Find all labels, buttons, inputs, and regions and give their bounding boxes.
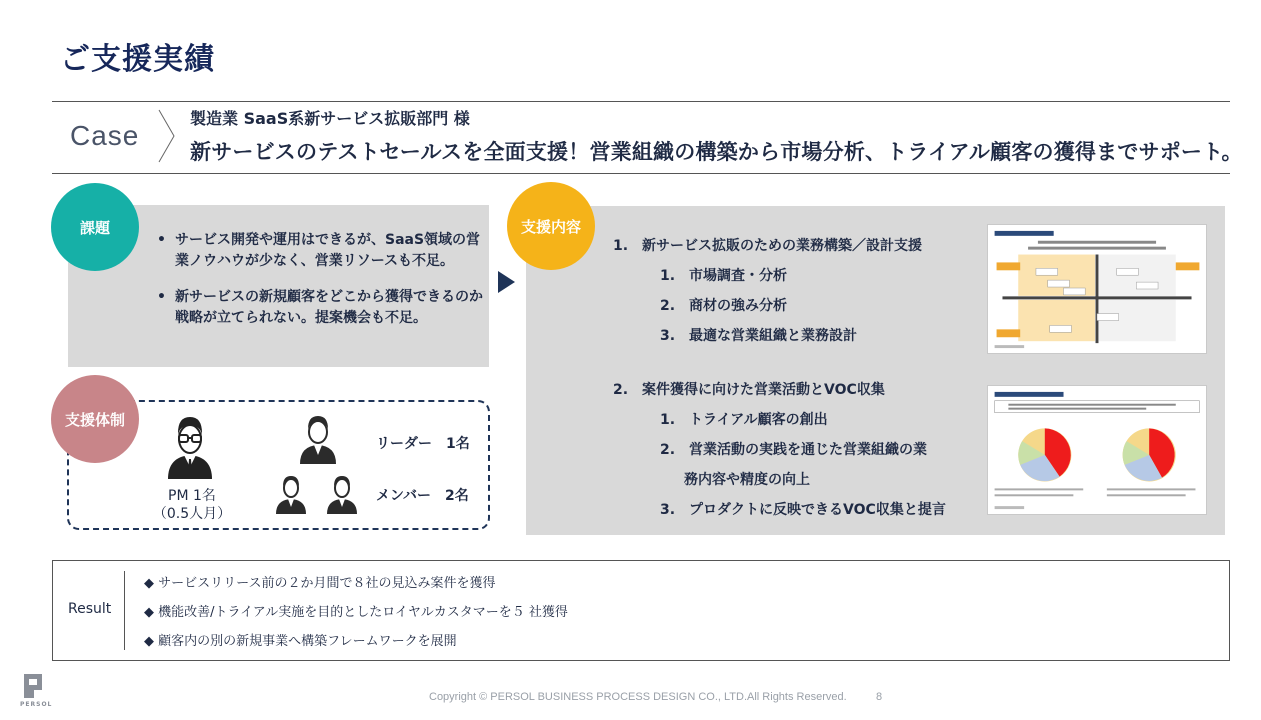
support-item: 1. トライアル顧客の創出 xyxy=(660,412,828,428)
pm-caption xyxy=(152,487,232,523)
support-section-heading: 1. 新サービス拡販のための業務構築／設計支援 xyxy=(613,238,923,254)
support-item: 3. 最適な営業組織と業務設計 xyxy=(660,328,858,344)
case-rule-top xyxy=(52,101,1230,102)
arrow-right-icon xyxy=(498,271,515,293)
member-label: メンバー 2名 xyxy=(376,488,469,504)
issue-item: • サービス開発や運用はできるが、SaaS領域の営業ノウハウが少なく、営業リソースも不足。 xyxy=(155,230,485,272)
issue-badge: 課題 xyxy=(51,183,139,271)
issue-item: • 新サービスの新規顧客をどこから獲得できるのか戦略が立てられない。提案機会も不足。 xyxy=(155,287,485,329)
leader-label: リーダー 1名 xyxy=(376,436,470,452)
result-item: ◆ サービスリリース前の２か月間で８社の見込み案件を獲得 xyxy=(144,576,496,591)
case-rule-bottom xyxy=(52,173,1230,174)
support-badge: 支援内容 xyxy=(507,182,595,270)
support-item: 1. 市場調査・分析 xyxy=(660,268,788,284)
pm-person-icon xyxy=(164,413,216,481)
support-item: 務内容や精度の向上 xyxy=(684,472,810,488)
support-item: 2. 商材の強み分析 xyxy=(660,298,788,314)
result-item: ◆ 顧客内の別の新規事業へ構築フレームワークを展開 xyxy=(144,634,457,649)
page-title: ご支援実績 xyxy=(60,42,215,77)
case-client: 製造業 SaaS系新サービス拡販部門 様 xyxy=(190,109,470,128)
pm-label: PM 1名 xyxy=(168,488,216,504)
persol-logo-icon xyxy=(22,672,46,700)
copyright: Copyright © PERSOL BUSINESS PROCESS DESIGN CO., LTD.All Rights Reserved. xyxy=(429,691,847,703)
support-item: 3. プロダクトに反映できるVOC収集と提言 xyxy=(660,502,946,518)
case-headline: 新サービスのテストセールスを全面支援！営業組織の構築から市場分析、トライアル顧客の獲得までサポート。 xyxy=(190,140,1243,164)
team-badge: 支援体制 xyxy=(51,375,139,463)
support-section-1 xyxy=(613,235,922,345)
support-section-heading: 2. 案件獲得に向けた営業活動とVOC収集 xyxy=(613,382,885,398)
chevron-right-icon xyxy=(156,108,178,164)
member-person-icon xyxy=(274,473,308,515)
result-label: Result xyxy=(68,601,112,617)
case-label: Case xyxy=(70,120,140,151)
result-divider xyxy=(124,571,125,650)
member-person-icon xyxy=(325,473,359,515)
targeting-slide-thumbnail xyxy=(987,224,1207,354)
page-number: 8 xyxy=(876,691,883,703)
issue-list xyxy=(155,230,485,344)
voc-pie-slide-thumbnail xyxy=(987,385,1207,515)
result-item: ◆ 機能改善/トライアル実施を目的としたロイヤルカスタマーを５ 社獲得 xyxy=(144,605,568,620)
persol-logo-text: PERSOL xyxy=(20,701,53,708)
support-section-2 xyxy=(613,379,946,519)
pm-note: （0.5人月） xyxy=(152,506,232,522)
leader-person-icon xyxy=(297,413,339,465)
support-item: 2. 営業活動の実践を通じた営業組織の業 xyxy=(660,442,928,458)
